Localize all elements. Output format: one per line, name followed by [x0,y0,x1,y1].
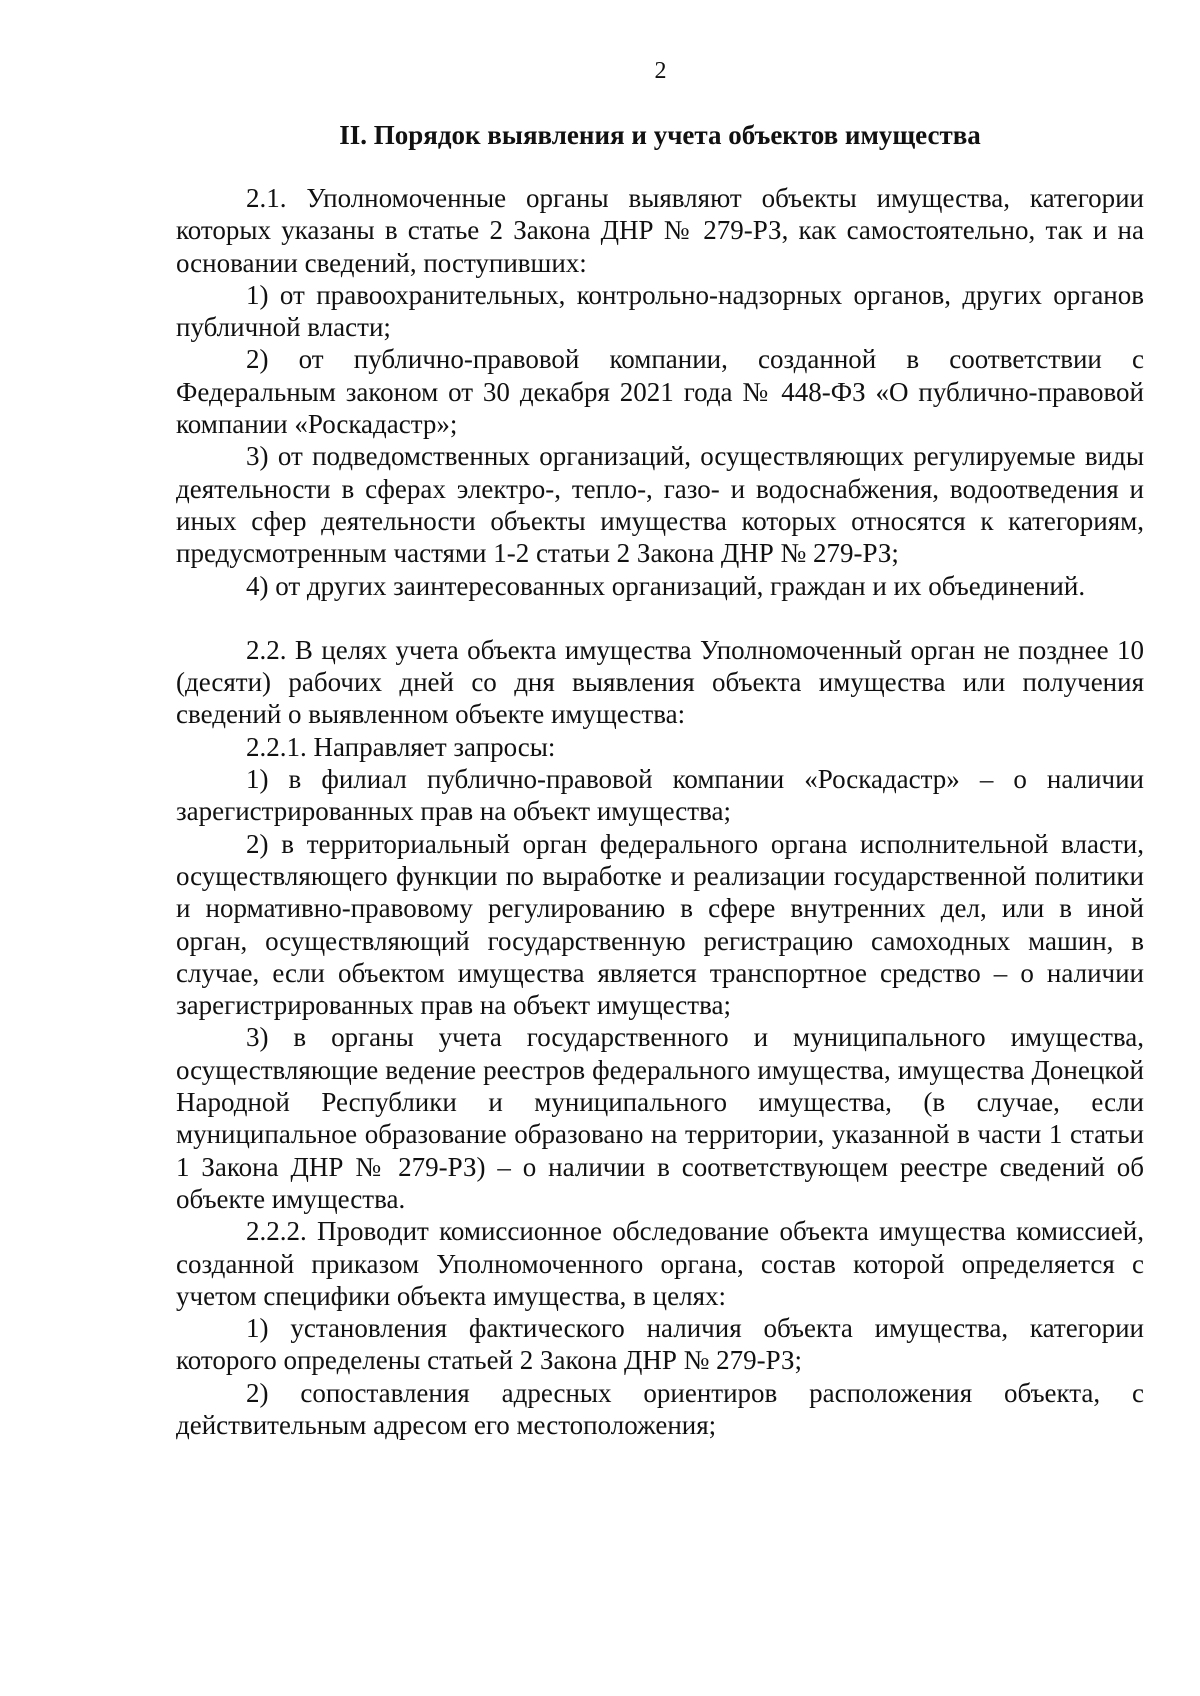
document-body [176,182,1144,1441]
page-number: 2 [654,58,667,84]
paragraph-2-1-item-3: 3) от подведомственных организаций, осуществляющих регулируемые виды деятельности в сферах электро-, тепло-, газо- и водоснабжения, водоотведения и иных сфер деятельности объекты имущества которых относятся к категориям, предусмотренным частями 1-2 статьи 2 Закона ДНР № 279-РЗ; [176,441,1144,569]
paragraph-2-1: 2.1. Уполномоченные органы выявляют объекты имущества, категории которых указаны в статье 2 Закона ДНР № 279-РЗ, как самостоятельно, так и на основании сведений, поступивших: [176,183,1144,278]
paragraph-2-2-2-item-1: 1) установления фактического наличия объекта имущества, категории которого определены статьей 2 Закона ДНР № 279-РЗ; [176,1313,1144,1376]
paragraph-2-2-1-item-2: 2) в территориальный орган федерального органа исполнительной власти, осуществляющего функции по выработке и реализации государственной политики и нормативно-правовому регулированию в сфере внутренних дел, или в иной орган, осуществляющий государственную регистрацию самоходных машин, в случае, если объектом имущества является транспортное средство – о наличии зарегистрированных прав на объект имущества; [176,828,1144,1021]
paragraph-2-2-2-item-2: 2) сопоставления адресных ориентиров расположения объекта, с действительным адресом его местоположения; [176,1377,1144,1440]
paragraph-2-2-1-item-3: 3) в органы учета государственного и муниципального имущества, осуществляющие ведение реестров федерального имущества, имущества Донецкой Народной Республики и муниципального имущества, (в случае, если муниципальное образование образовано на территории, указанной в части 1 статьи 1 Закона ДНР № 279-РЗ) – о наличии в соответствующем реестре сведений об объекте имущества. [176,1022,1144,1214]
paragraph-2-1-item-1: 1) от правоохранительных, контрольно-надзорных органов, других органов публичной власти; [176,279,1144,343]
paragraph-2-2: 2.2. В целях учета объекта имущества Уполномоченный орган не позднее 10 (десяти) рабочих дней со дня выявления объекта имущества или получения сведений о выявленном объекте имущества: [176,634,1144,730]
paragraph-2-2-2: 2.2.2. Проводит комиссионное обследование объекта имущества комиссией, созданной приказом Уполномоченного органа, состав которой определяется с учетом специфики объекта имущества, в целях: [176,1216,1144,1311]
paragraph-2-1-item-4: 4) от других заинтересованных организаций, граждан и их объединений. [246,570,1086,601]
paragraph-2-2-1: 2.2.1. Направляет запросы: [246,731,556,762]
section-title: II. Порядок выявления и учета объектов имущества [339,120,981,150]
paragraph-2-2-1-item-1: 1) в филиал публично-правовой компании «Роскадастр» – о наличии зарегистрированных прав на объект имущества; [176,764,1144,827]
paragraph-2-1-item-2: 2) от публично-правовой компании, созданной в соответствии с Федеральным законом от 30 декабря 2021 года № 448-ФЗ «О публично-правовой компании «Роскадастр»; [176,344,1144,440]
